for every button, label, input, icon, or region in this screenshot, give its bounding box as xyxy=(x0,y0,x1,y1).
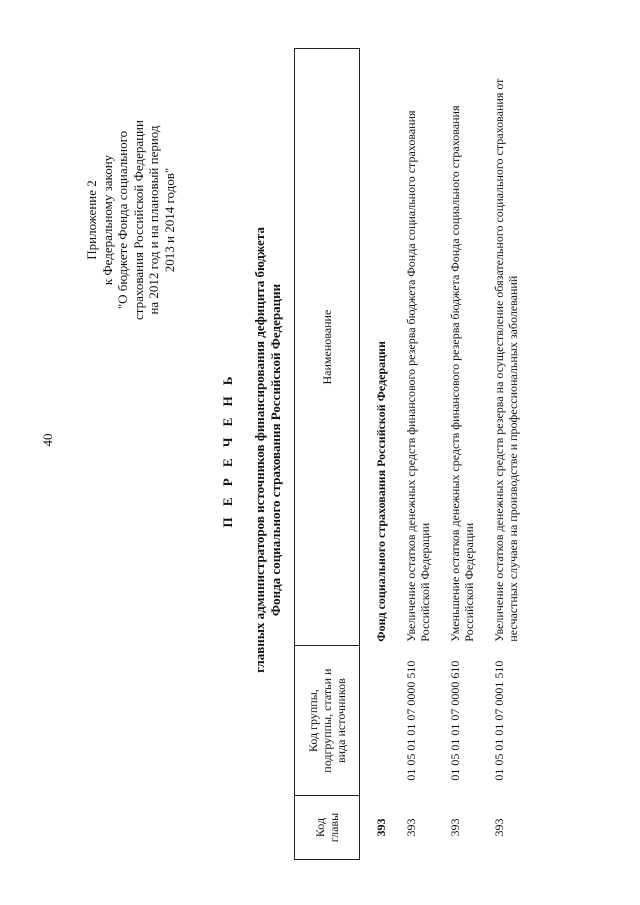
cell-name: Увеличение остатков денежных средств резерва на осуществление обязательного социального страхования от несчастных случаев на производстве и профессиональных заболеваний xyxy=(492,78,520,642)
cell-chapter: 393 xyxy=(374,818,388,837)
document-page xyxy=(40,20,560,880)
header-name: Наименование xyxy=(295,49,360,646)
cell-chapter: 393 xyxy=(448,818,462,837)
cell-code: 01 05 01 01 07 0000 510 xyxy=(404,660,418,781)
cell-name: Увеличение остатков денежных средств финансового резерва бюджета Фонда социального страхования Российской Федерации xyxy=(404,110,432,642)
cell-chapter: 393 xyxy=(404,818,418,837)
cell-chapter: 393 xyxy=(492,818,506,837)
appendix-line: "О бюджете Фонда социального xyxy=(115,130,130,310)
administrators-table xyxy=(294,48,522,860)
title-heading: П Е Р Е Ч Е Н Ь xyxy=(220,372,235,528)
title-line: Фонда социального страхования Российской Федерации xyxy=(268,283,283,617)
appendix-line: 2013 и 2014 годов" xyxy=(161,167,177,273)
document-title xyxy=(220,140,284,760)
table-row xyxy=(360,49,391,860)
cell-code: 01 05 01 01 07 0001 510 xyxy=(492,660,506,781)
title-line: главных администраторов источников финансирования дефицита бюджета xyxy=(252,227,267,673)
page-number: 40 xyxy=(40,433,55,447)
appendix-line: к Федеральному закону xyxy=(99,154,115,286)
cell-name: Фонд социального страхования Российской Федерации xyxy=(374,341,388,642)
table-row xyxy=(434,49,478,860)
table-row xyxy=(478,49,522,860)
cell-name: Уменьшение остатков денежных средств финансового резерва бюджета Фонда социального страхования Российской Федерации xyxy=(448,105,476,642)
table-header-row xyxy=(295,49,360,860)
appendix-note xyxy=(84,60,177,380)
appendix-line: Приложение 2 xyxy=(84,180,99,260)
header-source-code: Код группы, подгруппы, статьи и вида источников xyxy=(295,646,360,796)
cell-code xyxy=(360,646,391,796)
header-chapter-code: Код главы xyxy=(295,796,360,860)
cell-code: 01 05 01 01 07 0000 610 xyxy=(448,660,462,781)
table-row xyxy=(390,49,434,860)
appendix-line: на 2012 год и на плановый период xyxy=(146,125,161,315)
appendix-line: страхования Российской Федерации xyxy=(130,120,146,320)
